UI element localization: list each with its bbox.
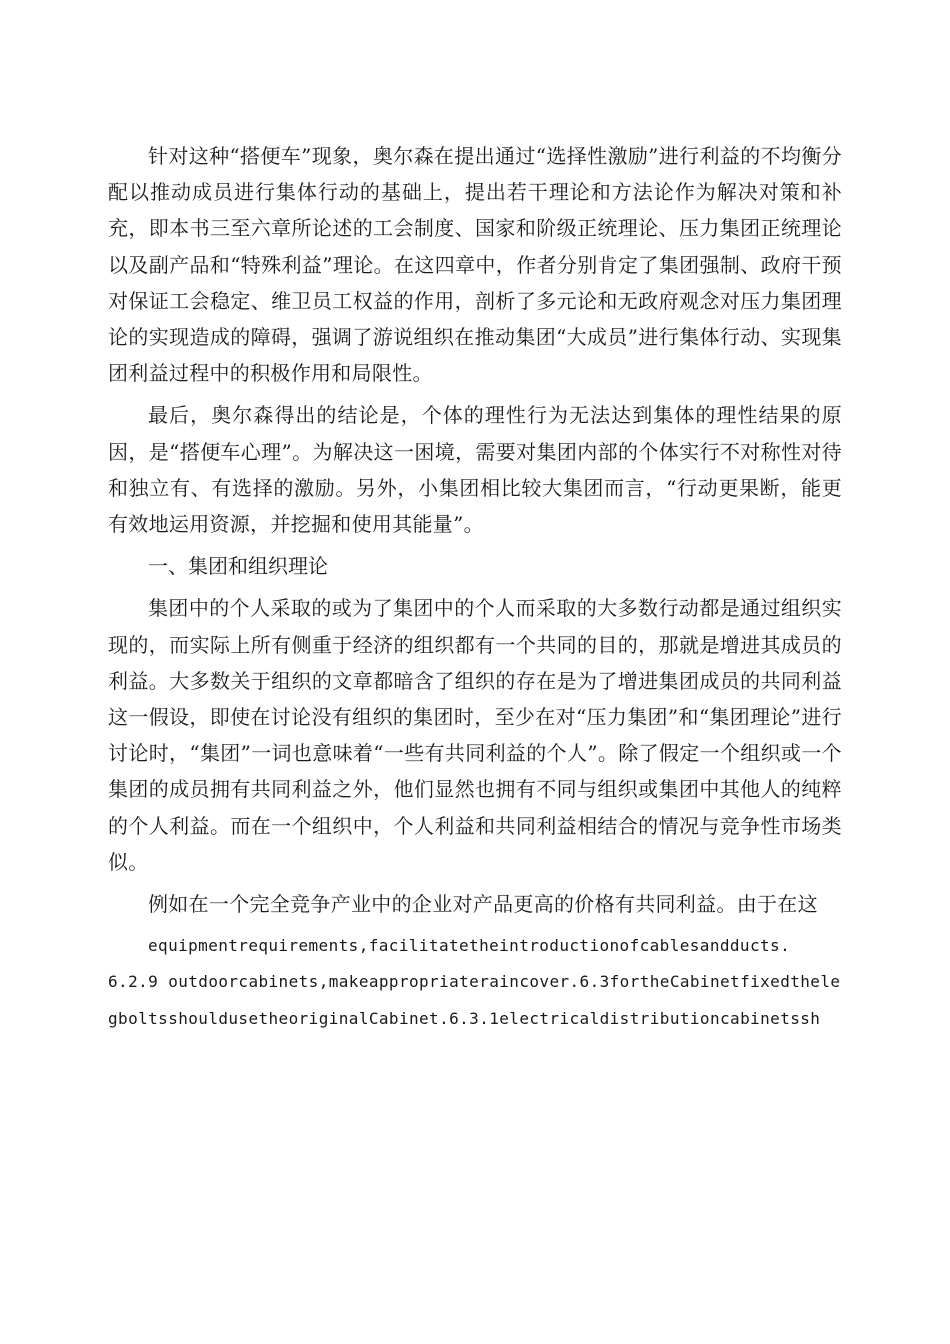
english-text-line: equipmentrequirements,facilitatetheintroductionofcablesandducts. <box>148 936 791 956</box>
body-paragraph: 最后，奥尔森得出的结论是，个体的理性行为无法达到集体的理性结果的原因，是“搭便车心理”。为解决这一困境，需要对集团内部的个体实行不对称性对待和独立有、有选择的激励。另外，小集团相比较大集团而言，“行动更果断，能更有效地运用资源，并挖掘和使用其能量”。 <box>108 403 842 537</box>
english-text-block: 6.2.9 outdoorcabinets,makeappropriateraincover.6.3fortheCabinetfixedthelegboltsshouldusetheoriginalCabinet.6.3.1electricaldistributioncabinetssh <box>108 972 841 1028</box>
body-paragraph: 针对这种“搭便车”现象，奥尔森在提出通过“选择性激励”进行利益的不均衡分配以推动成员进行集体行动的基础上，提出若干理论和方法论作为解决对策和补充，即本书三至六章所论述的工会制度、国家和阶级正统理论、压力集团正统理论以及副产品和“特殊利益”理论。在这四章中，作者分别肯定了集团强制、政府干预对保证工会稳定、维卫员工权益的作用，剖析了多元论和无政府观念对压力集团理论的实现造成的障碍，强调了游说组织在推动集团“大成员”进行集体行动、实现集团利益过程中的积极作用和局限性。 <box>108 144 842 386</box>
body-paragraph: 例如在一个完全竞争产业中的企业对产品更高的价格有共同利益。由于在这 <box>148 892 818 917</box>
body-paragraph: 集团中的个人采取的或为了集团中的个人而采取的大多数行动都是通过组织实现的，而实际上所有侧重于经济的组织都有一个共同的目的，那就是增进其成员的利益。大多数关于组织的文章都暗含了组织的存在是为了增进集团成员的共同利益这一假设，即使在讨论没有组织的集团时，至少在对“压力集团”和“集团理论”进行讨论时，“集团”一词也意味着“一些有共同利益的个人”。除了假定一个组织或一个集团的成员拥有共同利益之外，他们显然也拥有不同与组织或集团中其他人的纯粹的个人利益。而在一个组织中，个人利益和共同利益相结合的情况与竞争性市场类似。 <box>108 596 842 874</box>
section-heading: 一、集团和组织理论 <box>148 554 328 579</box>
document-page <box>108 138 842 1037</box>
